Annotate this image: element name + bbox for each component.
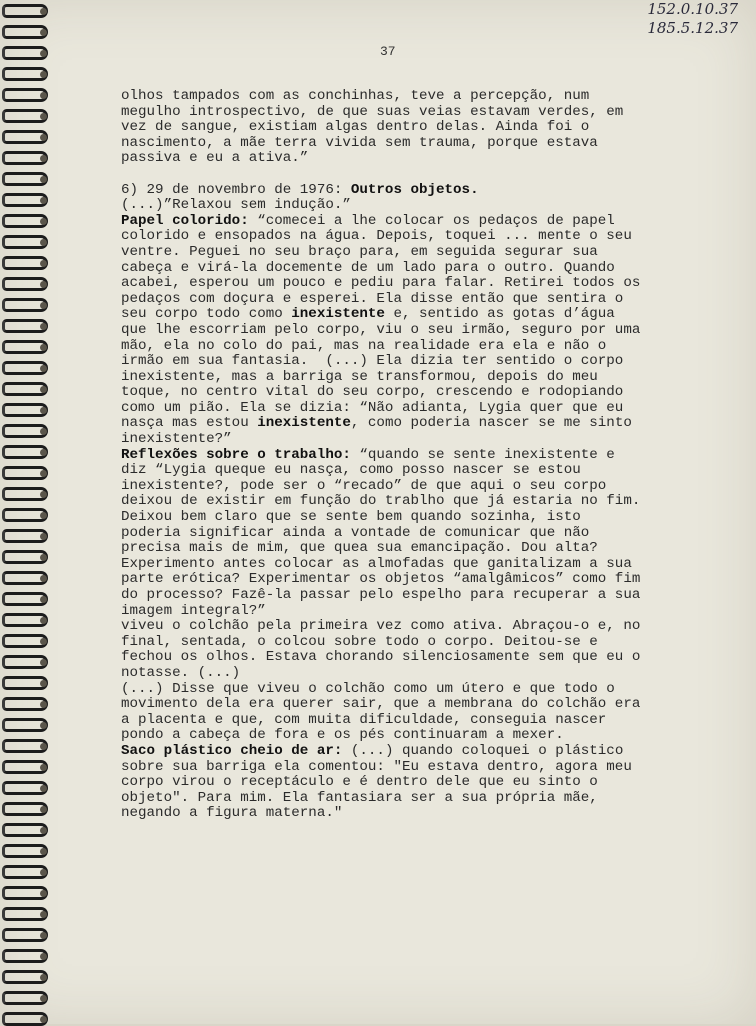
punch-hole — [40, 491, 47, 498]
text-run: irmão em sua fantasia. (...) Ela dizia ter sentido o corpo — [121, 353, 624, 370]
text-run: que lhe escorriam pelo corpo, viu o seu irmão, seguro por uma — [121, 321, 641, 338]
text-run: sobre sua barriga ela comentou: "Eu estava dentro, agora meu — [121, 758, 632, 775]
text-run: Experimento antes colocar as almofadas que ganitalizam a sua — [121, 555, 632, 572]
text-run: fechou os olhos. Estava chorando silenciosamente sem que eu o — [121, 649, 641, 666]
punch-hole — [40, 680, 47, 687]
punch-hole — [40, 617, 47, 624]
text-line — [121, 245, 681, 261]
punch-hole — [40, 596, 47, 603]
punch-hole — [40, 71, 47, 78]
text-line — [121, 588, 681, 604]
punch-hole — [40, 323, 47, 330]
text-line — [121, 713, 681, 729]
punch-hole — [40, 8, 47, 15]
punch-hole — [40, 995, 47, 1002]
punch-hole — [40, 764, 47, 771]
text-line — [121, 229, 681, 245]
text-line — [121, 510, 681, 526]
text-run: viveu o colchão pela primeira vez como ativa. Abraçou-o e, no — [121, 618, 641, 635]
text-line — [121, 604, 681, 620]
punch-hole — [40, 806, 47, 813]
punch-hole — [40, 911, 47, 918]
text-line — [121, 494, 681, 510]
punch-hole — [40, 953, 47, 960]
text-run: inexistente, mas a barriga se transformou, depois do meu — [121, 368, 598, 385]
text-line — [121, 728, 681, 744]
handwritten-ref-1: 152.0.10.37 — [647, 0, 738, 18]
text-line — [121, 105, 681, 121]
punch-hole — [40, 932, 47, 939]
text-line — [121, 697, 681, 713]
text-line — [121, 183, 681, 199]
text-run: notasse. (...) — [121, 664, 241, 681]
bold-heading: Outros objetos. — [350, 181, 479, 198]
text-line — [121, 806, 681, 822]
text-line — [121, 479, 681, 495]
punch-hole — [40, 281, 47, 288]
spiral-binding — [0, 0, 60, 1024]
text-line — [121, 261, 681, 277]
paragraph-gap — [121, 167, 681, 183]
punch-hole — [40, 386, 47, 393]
text-run: inexistente?, pode ser o “recado” de que aqui o seu corpo — [121, 477, 607, 494]
bold-heading: inexistente — [257, 415, 351, 432]
text-line — [121, 214, 681, 230]
punch-hole — [40, 218, 47, 225]
punch-hole — [40, 239, 47, 246]
text-run: negando a figura materna." — [121, 805, 343, 822]
text-run: poderia significar ainda a vontade de comunicar que não — [121, 524, 590, 541]
text-line — [121, 323, 681, 339]
text-line — [121, 619, 681, 635]
text-line — [121, 370, 681, 386]
punch-hole — [40, 260, 47, 267]
text-line — [121, 666, 681, 682]
page-number: 37 — [380, 44, 396, 59]
text-line — [121, 557, 681, 573]
text-line — [121, 276, 681, 292]
punch-hole — [40, 428, 47, 435]
text-run: mão, ela no colo do pai, mas na realidade era ela e não o — [121, 337, 607, 354]
punch-hole — [40, 743, 47, 750]
text-run: “quando se sente inexistente e — [350, 446, 615, 463]
text-run: corpo virou o receptáculo e é dentro dele que eu sinto o — [121, 774, 598, 791]
text-line — [121, 307, 681, 323]
text-run: , como poderia nascer se me sinto — [350, 415, 632, 432]
text-run: ventre. Peguei no seu braço para, em seguida segurar sua — [121, 243, 598, 260]
text-run: objeto". Para mim. Ela fantasiara ser a sua própria mãe, — [121, 789, 598, 806]
punch-hole — [40, 638, 47, 645]
text-line — [121, 682, 681, 698]
bold-heading: Papel colorido: — [121, 212, 249, 229]
punch-hole — [40, 575, 47, 582]
text-run: (...) quando coloquei o plástico — [342, 742, 624, 759]
punch-hole — [40, 365, 47, 372]
text-line — [121, 760, 681, 776]
text-line — [121, 198, 681, 214]
text-line — [121, 635, 681, 651]
text-line — [121, 541, 681, 557]
punch-hole — [40, 470, 47, 477]
punch-hole — [40, 1016, 47, 1023]
text-line — [121, 151, 681, 167]
text-run: passiva e eu a ativa.” — [121, 150, 309, 167]
punch-hole — [40, 29, 47, 36]
text-run: “comecei a lhe colocar os pedaços de papel — [248, 212, 615, 229]
text-line — [121, 89, 681, 105]
text-run: como um pião. Ela se dizia: “Não adianta, Lygia quer que eu — [121, 399, 624, 416]
text-run: seu corpo todo como — [121, 306, 292, 323]
bold-heading: Saco plástico cheio de ar: — [121, 742, 343, 759]
text-line — [121, 354, 681, 370]
text-run: Deixou bem claro que se sente bem quando sozinha, isto — [121, 509, 581, 526]
handwritten-ref-2: 185.5.12.37 — [647, 19, 738, 37]
text-run: deixou de existir em função do trablho que já estaria no fim. — [121, 493, 641, 510]
text-run: a placenta e que, com muita dificuldade, conseguia nascer — [121, 711, 607, 728]
text-line — [121, 120, 681, 136]
bold-heading: inexistente — [291, 306, 385, 323]
text-run: nascimento, a mãe terra vivida sem trauma, porque estava — [121, 134, 598, 151]
punch-hole — [40, 134, 47, 141]
punch-hole — [40, 722, 47, 729]
text-run: precisa mais de mim, que quea sua emancipação. Dou alta? — [121, 540, 598, 557]
text-run: colorido e ensopados na água. Depois, toquei ... mente o seu — [121, 228, 632, 245]
text-run: diz “Lygia queque eu nasça, como posso nascer se estou — [121, 462, 581, 479]
text-run: olhos tampados com as conchinhas, teve a percepção, num — [121, 88, 590, 104]
text-run: (...) Disse que viveu o colchão como um útero e que todo o — [121, 680, 615, 697]
text-line — [121, 385, 681, 401]
text-run: acabei, esperou um pouco e pediu para falar. Retirei todos os — [121, 275, 641, 292]
punch-hole — [40, 50, 47, 57]
text-run: do processo? Fazê-la passar pelo espelho para recuperar a sua — [121, 587, 641, 603]
text-run: pondo a cabeça de fora e os pés continuaram a mexer. — [121, 727, 564, 744]
handwritten-reference — [647, 0, 738, 38]
text-line — [121, 448, 681, 464]
text-run: cabeça e virá-la docemente de um lado para o outro. Quando — [121, 259, 615, 276]
text-run: parte erótica? Experimentar os objetos “amalgâmicos” como fim — [121, 571, 641, 588]
body-text — [121, 89, 681, 822]
punch-hole — [40, 407, 47, 414]
punch-hole — [40, 155, 47, 162]
punch-hole — [40, 659, 47, 666]
bold-heading: Reflexões sobre o trabalho: — [121, 446, 351, 463]
text-run: final, sentada, o colcou sobre todo o corpo. Deitou-se e — [121, 633, 598, 650]
text-line — [121, 775, 681, 791]
punch-hole — [40, 974, 47, 981]
text-line — [121, 416, 681, 432]
text-line — [121, 526, 681, 542]
text-run: 6) 29 de novembro de 1976: — [121, 181, 351, 198]
text-line — [121, 650, 681, 666]
punch-hole — [40, 197, 47, 204]
text-run: imagem integral?” — [121, 602, 266, 619]
text-line — [121, 744, 681, 760]
punch-hole — [40, 92, 47, 99]
punch-hole — [40, 344, 47, 351]
punch-hole — [40, 302, 47, 309]
text-run: vez de sangue, existiam algas dentro delas. Ainda foi o — [121, 119, 590, 136]
punch-hole — [40, 890, 47, 897]
punch-hole — [40, 827, 47, 834]
text-run: movimento dela era querer sair, que a membrana do colchão era — [121, 696, 641, 713]
text-line — [121, 791, 681, 807]
punch-hole — [40, 785, 47, 792]
text-line — [121, 339, 681, 355]
text-run: pedaços com doçura e esperei. Ela disse então que sentira o — [121, 290, 624, 307]
text-line — [121, 401, 681, 417]
punch-hole — [40, 869, 47, 876]
punch-hole — [40, 533, 47, 540]
text-line — [121, 432, 681, 448]
text-line — [121, 136, 681, 152]
punch-hole — [40, 176, 47, 183]
text-line — [121, 292, 681, 308]
text-run: inexistente?” — [121, 431, 232, 448]
text-run: megulho introspectivo, de que suas veias estavam verdes, em — [121, 103, 624, 120]
punch-hole — [40, 848, 47, 855]
text-line — [121, 572, 681, 588]
text-line — [121, 463, 681, 479]
punch-hole — [40, 554, 47, 561]
text-run: nasça mas estou — [121, 415, 258, 432]
punch-hole — [40, 701, 47, 708]
punch-hole — [40, 113, 47, 120]
punch-hole — [40, 512, 47, 519]
text-run: (...)”Relaxou sem indução.” — [121, 197, 351, 214]
text-run: toque, no centro vital do seu corpo, crescendo e rodopiando — [121, 384, 624, 401]
punch-hole — [40, 449, 47, 456]
text-run: e, sentido as gotas d’água — [384, 306, 615, 323]
